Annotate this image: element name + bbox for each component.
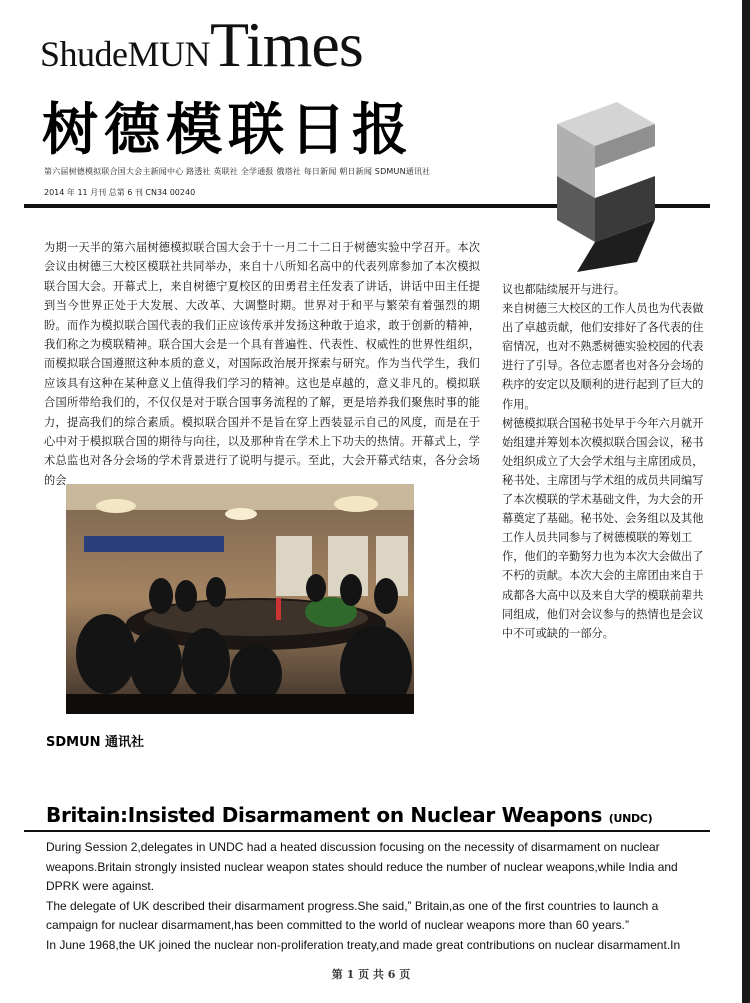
article-cn-right-p1: 议也都陆续展开与进行。 (502, 283, 626, 296)
article-en-headline-text: Britain:Insisted Disarmament on Nuclear Weapons (46, 803, 603, 827)
publishers-line: 第六届树德模拟联合国大会主新闻中心 路透社 英联社 全学通报 俄塔社 每日新闻 朝日新闻 SDMUN通讯社 (44, 167, 431, 176)
photo-credit: SDMUN 通讯社 (46, 735, 145, 750)
shudemun-s-logo-icon (547, 102, 657, 272)
article-cn-right-p3: 树德模拟联合国秘书处早于今年六月就开始组建并筹划本次模拟联合国会议，秘书处组织成立了大会学术组与主席团成员，秘书处、主席团与学术组的成员共同编写了本次模联的学术基础文件，为大会的开幕奠定了基础。秘书处、会务组以及其他工作人员共同参与了树德模联的筹划工作，他们的辛勤努力也为本次大会做出了不朽的贡献。本次大会的主席团由来自于成都各大高中以及来自大学的模联前辈共同组成，他们对会议参与的热情也是会议中不可或缺的一部分。 (502, 416, 704, 640)
masthead-title-en (40, 8, 363, 80)
article-en-rule (24, 830, 710, 832)
page-edge-bar (742, 0, 750, 1003)
article-en-p1: During Session 2,delegates in UNDC had a heated discussion focusing on the necessity of disarmament on nuclear weapons.Britain strongly insisted nuclear weapon states should reduce the number of nuclear weapons,while India and DPRK were against. (46, 840, 678, 894)
masthead-title-en-small: ShudeMUN (40, 34, 211, 74)
masthead-title-cn: 树德模联日报 (42, 97, 414, 163)
page-number-footer: 第 1 页 共 6 页 (331, 968, 411, 981)
article-en-p2: The delegate of UK described their disarmament progress.She said,” Britain,as one of the first countries to launch a campaign for nuclear disarmament,has been committed to the world of nuclear weapons more than 60 years.” (46, 898, 659, 933)
article-cn-right-p2: 来自树德三大校区的工作人员也为代表做出了卓越贡献，他们安排好了各代表的住宿情况，也对不熟悉树德实验校园的代表进行了引导。各位志愿者也对各分会场的秩序的安定以及顺利的进行起到了巨大的作用。 (502, 302, 704, 411)
article-cn-right-column (502, 280, 714, 643)
article-en-headline-tag: (UNDC) (608, 812, 653, 825)
article-en-body (46, 838, 698, 956)
article-cn-left-column (44, 238, 480, 490)
issue-info: 2014 年 11 月刊 总第 6 刊 CN34 00240 (44, 188, 196, 197)
article-en-headline (46, 803, 652, 827)
masthead-title-en-big: Times (210, 9, 363, 80)
article-cn-left-text: 为期一天半的第六届树德模拟联合国大会于十一月二十二日于树德实验中学召开。本次会议由树德三大校区模联社共同举办，来自十八所知名高中的代表列席参加了本次模拟联合国大会。开幕式上，来自树德宁夏校区的田勇君主任发表了讲话，讲话中田主任提到当今世界正处于大发展、大改革、大调整时期。世界对于和平与繁荣有着强烈的期盼。而作为模拟联合国代表的我们正应该传承并发扬这种敢于追求，敢于创新的精神，我们称之为模联精神。联合国大会是一个具有普遍性、代表性、权威性的世界性组织，而模拟联合国遵照这种本质的意义，对国际政治展开探索与研究。作为当代学生，我们应该具有这种在某种意义上值得我们学习的精神。这也是卓越的，意义非凡的。模拟联合国所带给我们的，不仅仅是对于联合国事务流程的了解，更是培养我们聚焦时事的能力，提高我们的综合素质。模拟联合国并不是旨在穿上西装显示自己的风度，而是在于心中对于模拟联合国的期待与向往，以及那种肯在学术上下功夫的热情。开幕式上，学术总监也对各分会场的学术背景进行了说明与提示。至此，大会开幕式结束，各分会场的会 (44, 241, 480, 487)
conference-photo (66, 484, 414, 714)
article-en-p3: In June 1968,the UK joined the nuclear non-proliferation treaty,and made great contributions on nuclear disarmament.In (46, 937, 681, 952)
